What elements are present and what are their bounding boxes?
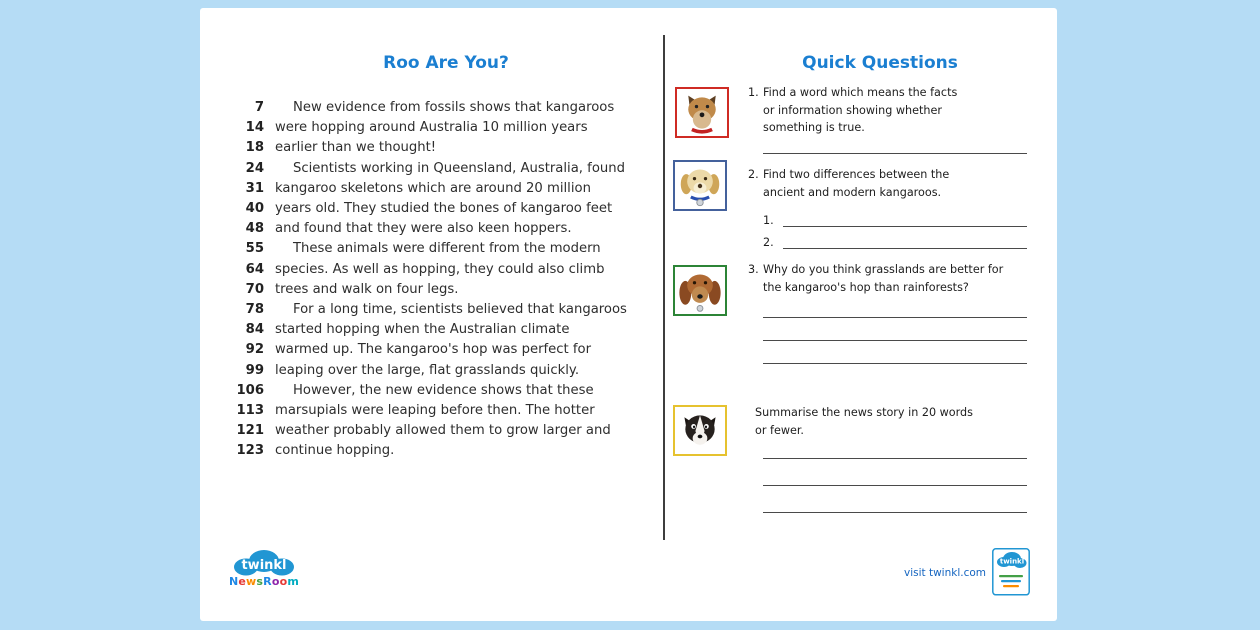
line-text: kangaroo skeletons which are around 20 million [275, 180, 591, 196]
passage-line [230, 159, 662, 179]
line-text: continue hopping. [275, 443, 395, 459]
line-text: warmed up. The kangaroo's hop was perfect for [275, 342, 591, 358]
passage-line [230, 361, 662, 381]
line-number: 18 [245, 140, 264, 156]
questions-title: Quick Questions [802, 53, 958, 73]
passage-line [230, 179, 662, 199]
twinkl-cloud-icon [232, 548, 296, 578]
line-text: years old. They studied the bones of kangaroo feet [275, 201, 613, 217]
line-text: were hopping around Australia 10 million years [275, 120, 588, 136]
passage-line [230, 381, 662, 401]
answer-line [783, 248, 1027, 249]
passage-line [230, 199, 662, 219]
passage-line [230, 239, 662, 259]
answer-line [763, 153, 1027, 154]
line-number: 14 [245, 120, 264, 136]
line-number: 7 [254, 100, 264, 115]
line-number: 48 [245, 221, 264, 237]
question-2 [748, 166, 968, 201]
passage-line [230, 260, 662, 280]
collie-dog-drawing [677, 409, 723, 453]
answer-line [783, 226, 1027, 227]
passage-line [230, 219, 662, 239]
line-number: 123 [236, 443, 264, 459]
terrier-dog-drawing [679, 91, 725, 135]
line-number: 78 [245, 302, 264, 318]
quality-badge-drawing [992, 548, 1030, 596]
question-text: Find a word which means the facts or information showing whether something is true. [763, 86, 958, 134]
worksheet-card [200, 8, 1057, 621]
line-number: 84 [245, 322, 264, 338]
summarise-task [755, 404, 983, 439]
sub-answer-label: 2. [763, 236, 774, 249]
question-number: 2. [748, 168, 759, 181]
retriever-dog-drawing [677, 164, 723, 208]
question-text: Why do you think grasslands are better for the kangaroo's hop than rainforests? [763, 263, 1004, 294]
sub-answer-label: 1. [763, 214, 774, 227]
collie-dog-icon [673, 405, 727, 456]
answer-line [763, 512, 1027, 513]
answer-line [763, 485, 1027, 486]
line-number: 99 [245, 362, 264, 378]
bloodhound-dog-drawing [677, 269, 723, 313]
twinkl-newsroom-logo [228, 548, 300, 588]
question-text: Summarise the news story in 20 words or fewer. [755, 406, 973, 437]
line-text: trees and walk on four legs. [275, 281, 459, 297]
line-text: earlier than we thought! [275, 140, 437, 156]
passage-line [230, 118, 662, 138]
question-text: Find two differences between the ancient and modern kangaroos. [763, 168, 950, 199]
question-1 [748, 84, 968, 137]
answer-line [763, 363, 1027, 364]
line-number: 24 [245, 160, 264, 176]
line-text: New evidence from fossils shows that kangaroos [293, 100, 615, 115]
line-text: species. As well as hopping, they could also climb [275, 261, 605, 277]
passage-line [230, 300, 662, 320]
terrier-dog-icon [675, 87, 729, 138]
passage [230, 98, 662, 462]
newsroom-wordmark: NewsRoom [228, 575, 300, 588]
bloodhound-dog-icon [673, 265, 727, 316]
line-number: 64 [245, 261, 264, 277]
question-3 [748, 261, 1020, 296]
line-number: 92 [245, 342, 264, 358]
line-number: 121 [236, 423, 264, 439]
line-text: weather probably allowed them to grow larger and [275, 423, 611, 439]
line-text: However, the new evidence shows that these [293, 382, 594, 398]
passage-line [230, 280, 662, 300]
passage-line [230, 320, 662, 340]
line-number: 55 [245, 241, 264, 257]
answer-line [763, 317, 1027, 318]
line-text: Scientists working in Queensland, Australia, found [293, 160, 625, 176]
visit-link[interactable]: visit twinkl.com [903, 567, 986, 579]
line-number: 113 [236, 403, 264, 419]
passage-column [230, 53, 662, 462]
passage-line [230, 441, 662, 461]
line-text: These animals were different from the modern [293, 241, 601, 257]
line-number: 40 [245, 201, 264, 217]
line-number: 31 [245, 180, 264, 196]
passage-line [230, 138, 662, 158]
twinkl-quality-badge [992, 548, 1030, 596]
retriever-dog-icon [673, 160, 727, 211]
answer-line [763, 458, 1027, 459]
line-text: marsupials were leaping before then. The hotter [275, 403, 595, 419]
passage-line [230, 401, 662, 421]
answer-line [763, 340, 1027, 341]
twinkl-wordmark: twinkl [241, 558, 287, 573]
question-number: 3. [748, 263, 759, 276]
line-text: leaping over the large, flat grasslands quickly. [275, 362, 580, 378]
passage-line [230, 421, 662, 441]
line-text: For a long time, scientists believed that kangaroos [293, 302, 627, 318]
line-number: 70 [245, 281, 264, 297]
badge-twinkl-wordmark: twinkl [999, 557, 1025, 566]
line-number: 106 [236, 382, 264, 398]
questions-column [663, 8, 1057, 621]
passage-line [230, 340, 662, 360]
passage-line [230, 98, 662, 118]
line-text: and found that they were also keen hoppers. [275, 221, 572, 237]
passage-title: Roo Are You? [383, 53, 509, 73]
question-number: 1. [748, 86, 759, 99]
line-text: started hopping when the Australian climate [275, 322, 570, 338]
